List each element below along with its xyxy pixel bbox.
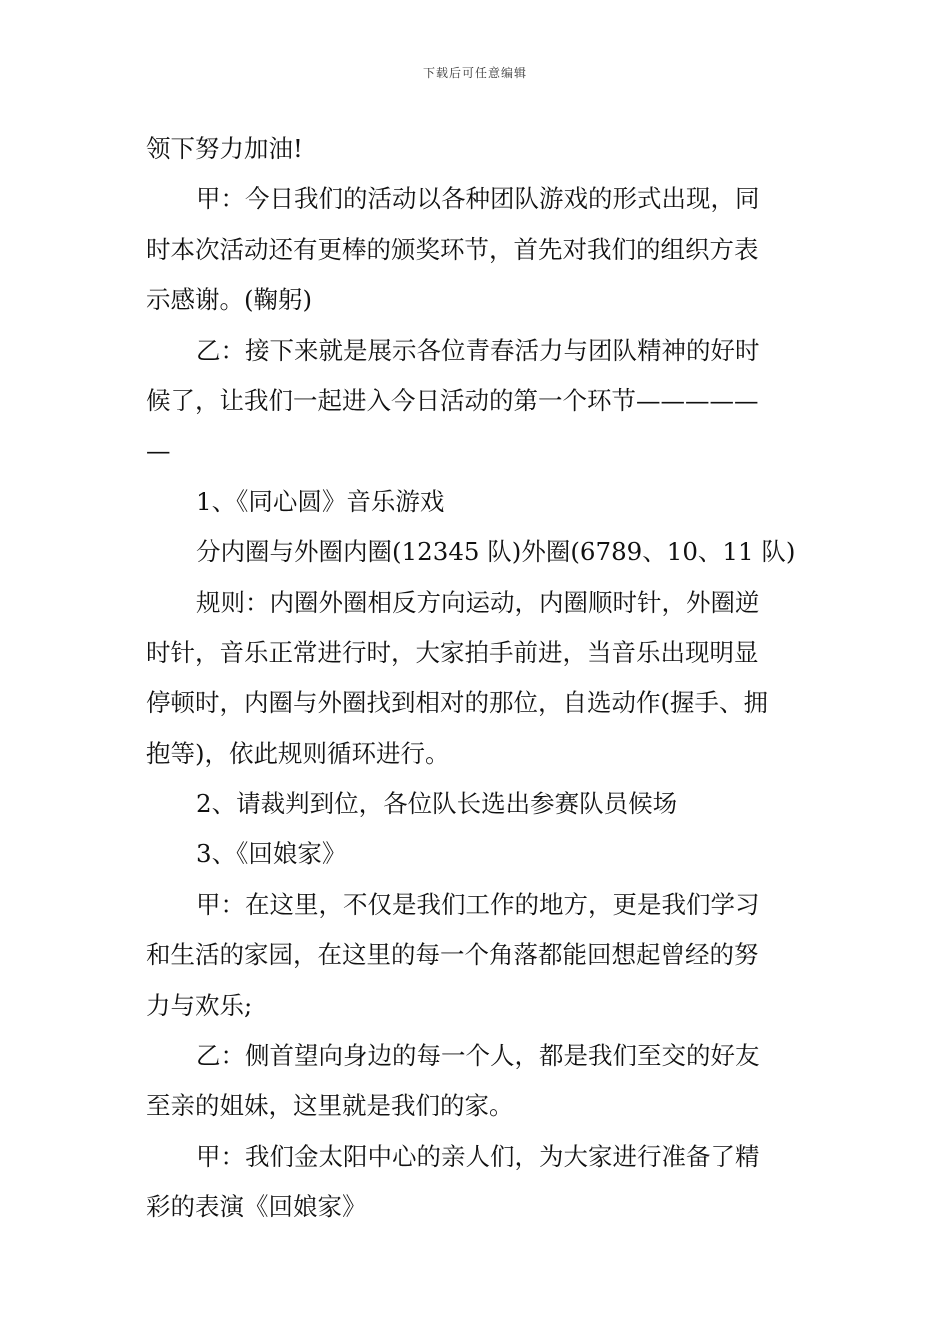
document-body [146,124,806,1233]
text-line: 规则：内圈外圈相反方向运动，内圈顺时针，外圈逆 [196,587,760,617]
text-line: 和生活的家园，在这里的每一个角落都能回想起曾经的努 [146,940,759,970]
text-line: 示感谢。(鞠躬) [146,285,313,315]
text-line: 时针，音乐正常进行时，大家拍手前进，当音乐出现明显 [146,637,759,667]
text-line: 力与欢乐; [146,990,253,1020]
text-line: 乙：侧首望向身边的每一个人，都是我们至交的好友 [196,1041,760,1071]
section-heading: 2、请裁判到位，各位队长选出参赛队员候场 [196,789,678,819]
text-line: — [146,436,171,466]
text-line: 甲：在这里，不仅是我们工作的地方，更是我们学习 [196,889,760,919]
text-line: 抱等)，依此规则循环进行。 [146,738,450,768]
text-line: 甲：我们金太阳中心的亲人们，为大家进行准备了精 [196,1141,760,1171]
text-line: 甲：今日我们的活动以各种团队游戏的形式出现，同 [196,184,760,214]
page-header: 下载后可任意编辑 [422,66,527,80]
text-line: 候了，让我们一起进入今日活动的第一个环节————— [146,385,759,415]
section-heading: 3、《回娘家》 [196,839,347,869]
text-line: 乙：接下来就是展示各位青春活力与团队精神的好时 [196,335,760,365]
text-line: 彩的表演《回娘家》 [146,1192,367,1222]
text-line: 至亲的姐妹，这里就是我们的家。 [146,1091,514,1121]
text-line: 领下努力加油! [146,134,303,163]
section-heading: 1、《同心圆》音乐游戏 [196,486,445,516]
text-line: 时本次活动还有更棒的颁奖环节，首先对我们的组织方表 [146,234,759,264]
text-line: 停顿时，内圈与外圈找到相对的那位，自选动作(握手、拥 [146,688,769,718]
text-line: 分内圈与外圈内圈(12345 队)外圈(6789、10、11 队) [196,537,796,567]
